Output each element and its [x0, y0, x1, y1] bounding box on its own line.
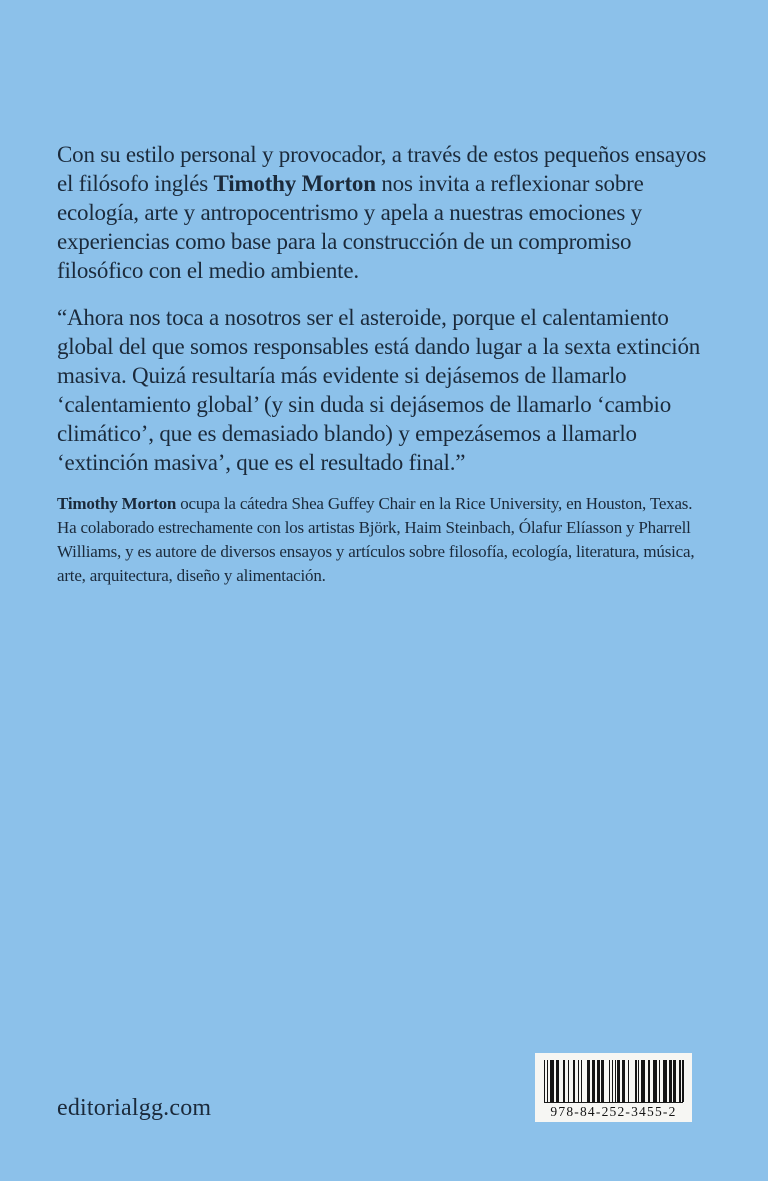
- intro-text-pre: Con su estilo personal y provocador, a través de estos pequeños ensayos el filósofo inglés: [57, 142, 707, 196]
- bio-author-name-bold: Timothy Morton: [57, 494, 177, 513]
- isbn-number: 978-84-252-3455-2: [544, 1102, 683, 1119]
- intro-paragraph: [57, 140, 707, 285]
- author-name-bold: Timothy Morton: [213, 171, 376, 196]
- intro-text-post: nos invita a reflexionar sobre ecología, arte y antropocentrismo y apela a nuestras emociones y experiencias como base para la construcción de un compromiso filosófico con el medio ambiente.: [57, 171, 644, 283]
- publisher-website: editorialgg.com: [57, 1095, 212, 1121]
- quote-paragraph: “Ahora nos toca a nosotros ser el asteroide, porque el calentamiento global del que somos responsables está dando lugar a la sexta extinción masiva. Quizá resultaría más evidente si dejásemos de llamarlo ‘calentamiento global’ (y sin duda si dejásemos de llamarlo ‘cambio climático’, que es demasiado blando) y empezásemos a llamarlo ‘extinción masiva’, que es el resultado final.”: [57, 305, 701, 475]
- isbn-barcode: [535, 1053, 692, 1122]
- back-cover-text: [57, 140, 707, 588]
- bio-text: ocupa la cátedra Shea Guffey Chair en la Rice University, en Houston, Texas. Ha colaborado estrechamente con los artistas Björk, Haim Steinbach, Ólafur Elíasson y Pharrell Williams, y es autore de diversos ensayos y artículos sobre filosofía, ecología, literatura, música, arte, arquitectura, diseño y alimentación.: [57, 494, 695, 585]
- barcode-bars: [544, 1060, 683, 1102]
- bio-paragraph: [57, 492, 707, 588]
